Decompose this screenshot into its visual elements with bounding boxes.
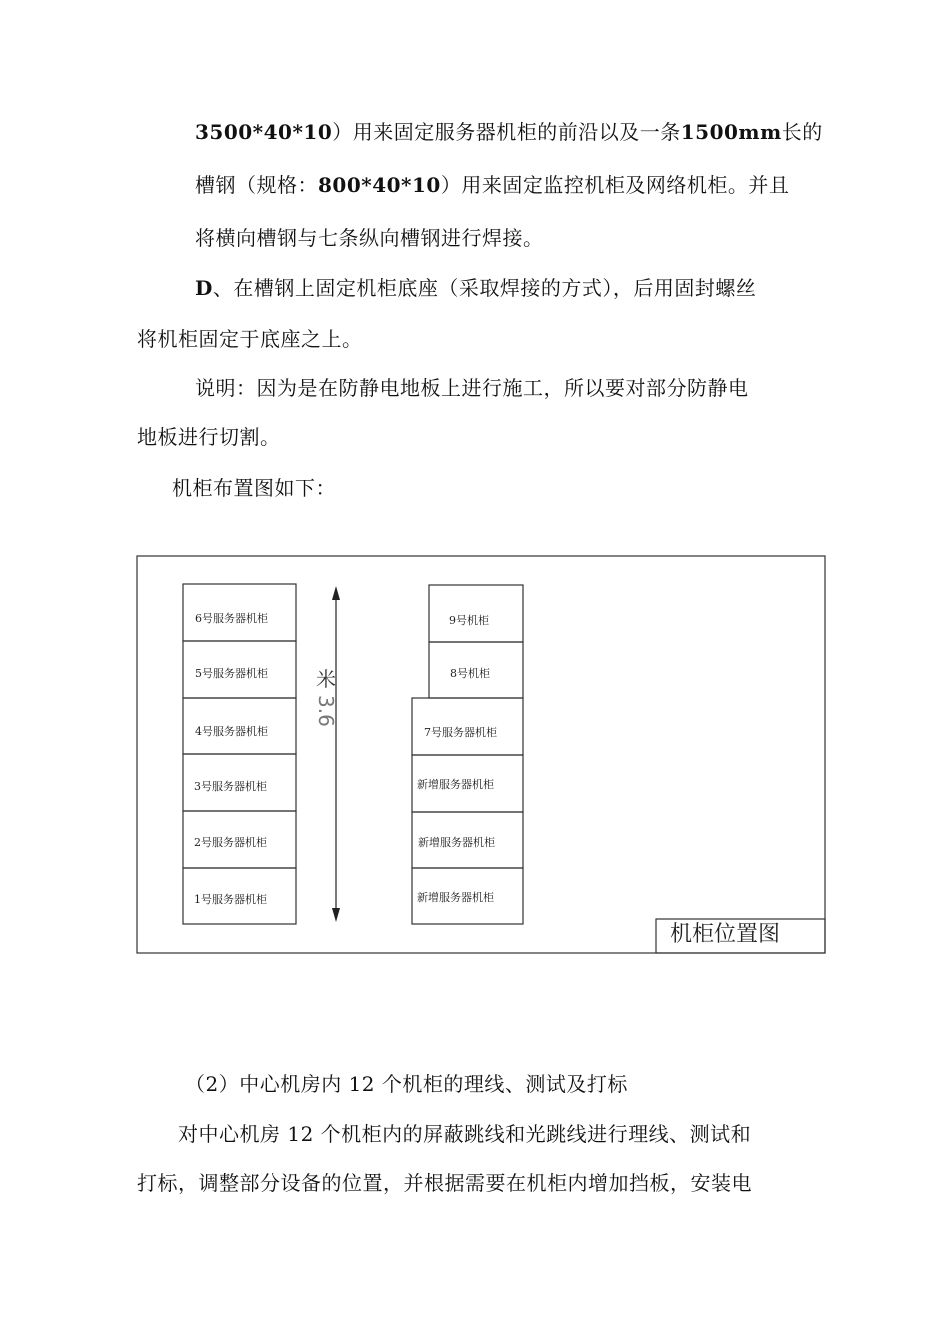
para-text: 长的 xyxy=(781,120,823,144)
cabinet-label: 9号机柜 xyxy=(449,614,489,627)
arrow-down-icon xyxy=(332,908,340,922)
cabinet-label: 7号服务器机柜 xyxy=(424,726,497,739)
cabinet-label: 新增服务器机柜 xyxy=(417,778,494,791)
cabinet-label: 5号服务器机柜 xyxy=(195,667,268,680)
para3-line2: 地板进行切割。 xyxy=(137,425,281,449)
section2-line1: 对中心机房 12 个机柜内的屏蔽跳线和光跳线进行理线、测试和 xyxy=(178,1122,752,1146)
para1-line3: 将横向槽钢与七条纵向槽钢进行焊接。 xyxy=(195,226,544,250)
cabinet-label: 3号服务器机柜 xyxy=(194,780,267,793)
arrow-up-icon xyxy=(332,586,340,600)
spec-text: 3500*40*10 xyxy=(195,120,333,144)
spec-text: 800*40*10 xyxy=(318,173,441,197)
cabinet-label: 4号服务器机柜 xyxy=(195,725,268,738)
section2-heading: （2）中心机房内 12 个机柜的理线、测试及打标 xyxy=(185,1072,628,1096)
right-cabinet-column xyxy=(412,585,523,924)
cabinet-label: 8号机柜 xyxy=(450,667,490,680)
para-text: ）用来固定服务器机柜的前沿以及一条 xyxy=(332,120,681,144)
cabinet-label: 2号服务器机柜 xyxy=(194,836,267,849)
para-text: 、在槽钢上固定机柜底座（采取焊接的方式），后用固封螺丝 xyxy=(212,276,757,300)
step-letter: D xyxy=(195,276,213,300)
para4: 机柜布置图如下： xyxy=(172,476,336,500)
para2-line2: 将机柜固定于底座之上。 xyxy=(137,327,363,351)
diagram-title: 机柜位置图 xyxy=(670,922,781,947)
para3-line1: 说明：因为是在防静电地板上进行施工，所以要对部分防静电 xyxy=(195,376,749,400)
para-text: 槽钢（规格： xyxy=(195,173,318,197)
cabinet-label: 新增服务器机柜 xyxy=(417,891,494,904)
dimension-value: 3.6 xyxy=(314,695,338,727)
section2-line2: 打标，调整部分设备的位置，并根据需要在机柜内增加挡板，安装电 xyxy=(137,1171,752,1195)
para-text: ）用来固定监控机柜及网络机柜。并且 xyxy=(440,173,790,197)
spec-text: 1500mm xyxy=(680,120,782,144)
dimension-indicator xyxy=(314,586,340,922)
cabinet-label: 1号服务器机柜 xyxy=(194,893,267,906)
cabinet-label: 6号服务器机柜 xyxy=(195,612,268,625)
dimension-unit: 米 xyxy=(316,667,336,691)
cabinet-label: 新增服务器机柜 xyxy=(418,836,495,849)
left-cabinet-column xyxy=(183,584,296,924)
